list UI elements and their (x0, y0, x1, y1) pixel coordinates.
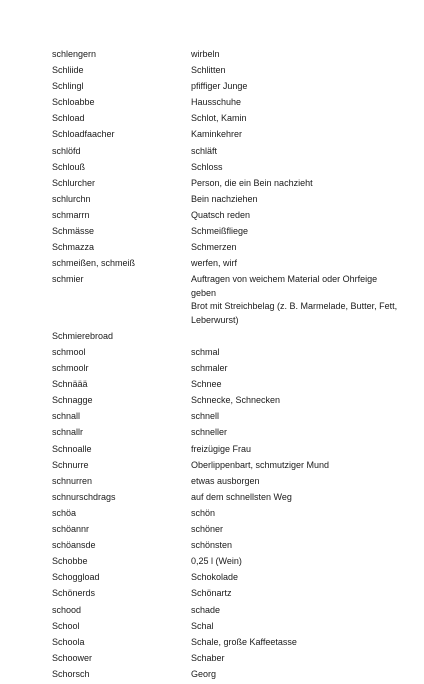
glossary-entry (52, 587, 402, 601)
standard-meaning: Auftragen von weichem Material oder Ohrfeige geben Brot mit Streichbelag (z. B. Marmelade, Butter, Fett, Leberwurst) (191, 274, 398, 325)
glossary-entry (52, 652, 402, 666)
dialect-term: schmier (52, 274, 84, 285)
glossary-entry (52, 362, 402, 376)
glossary-entry (52, 604, 402, 618)
glossary-entry (52, 128, 402, 142)
dialect-term: schmeißen, schmeiß (52, 258, 136, 269)
standard-meaning: Schlitten (191, 65, 226, 76)
standard-meaning: Kaminkehrer (191, 129, 243, 140)
glossary-entry (52, 571, 402, 585)
glossary-entry (52, 257, 402, 271)
standard-meaning: auf dem schnellsten Weg (191, 491, 292, 502)
dialect-term: Schload (52, 113, 85, 124)
dialect-term: Schorsch (52, 668, 90, 679)
standard-meaning: Schloss (191, 161, 223, 172)
standard-meaning: schade (191, 604, 221, 615)
glossary-entry (52, 96, 402, 110)
standard-meaning: Schmeißfliege (191, 226, 249, 237)
standard-meaning (191, 330, 402, 344)
dialect-term: schnurren (52, 475, 93, 486)
dialect-term: Schmierebroad (52, 330, 114, 341)
glossary-entry (52, 475, 402, 489)
dialect-term: schnall (52, 411, 81, 422)
glossary-entry (52, 225, 402, 239)
glossary-entry (52, 555, 402, 569)
standard-meaning: Schokolade (191, 572, 239, 583)
dialect-term: Schlingl (52, 81, 84, 92)
standard-meaning: Schönartz (191, 588, 232, 599)
glossary-entry (52, 620, 402, 634)
standard-meaning: schneller (191, 427, 228, 438)
dialect-term: Schlurcher (52, 177, 96, 188)
standard-meaning: schläft (191, 145, 218, 156)
standard-meaning: pfiffiger Junge (191, 81, 248, 92)
standard-meaning: werfen, wirf (191, 258, 238, 269)
glossary-entry (52, 378, 402, 392)
glossary-entry (52, 112, 402, 126)
dialect-term: schlöfd (52, 145, 81, 156)
dialect-term: Schmazza (52, 242, 95, 253)
standard-meaning: Oberlippenbart, schmutziger Mund (191, 459, 330, 470)
dialect-term: Schmässe (52, 226, 95, 237)
dialect-term: Schoola (52, 636, 85, 647)
glossary-entry (52, 443, 402, 457)
dialect-term: Schloabbe (52, 97, 95, 108)
standard-meaning: wirbeln (191, 49, 220, 59)
glossary-entry (52, 48, 402, 62)
dialect-term: Schloadfaacher (52, 129, 115, 140)
dialect-term: Schlouß (52, 161, 86, 172)
standard-meaning: Schlot, Kamin (191, 113, 247, 124)
glossary-entry (52, 209, 402, 223)
standard-meaning: Schmerzen (191, 242, 237, 253)
standard-meaning: schmaler (191, 363, 228, 374)
dialect-term: Schönerds (52, 588, 96, 599)
glossary-entry (52, 64, 402, 78)
dialect-term: Schobbe (52, 556, 88, 567)
dialect-term: schmarrn (52, 209, 90, 220)
glossary-entry (52, 80, 402, 94)
glossary-list (52, 48, 402, 684)
dialect-term: schöannr (52, 524, 90, 535)
dialect-term: schood (52, 604, 82, 615)
standard-meaning: Schal (191, 620, 214, 631)
standard-meaning: freizügige Frau (191, 443, 252, 454)
standard-meaning: Quatsch reden (191, 209, 251, 220)
glossary-entry (52, 636, 402, 650)
glossary-entry (52, 346, 402, 360)
glossary-entry (52, 491, 402, 505)
standard-meaning: etwas ausborgen (191, 475, 260, 486)
glossary-entry (52, 426, 402, 440)
glossary-entry (52, 330, 402, 344)
dialect-term: schöa (52, 507, 77, 518)
dialect-term: schmoolr (52, 363, 89, 374)
dialect-term: Schoower (52, 652, 93, 663)
glossary-entry (52, 507, 402, 521)
dialect-term: Schnagge (52, 395, 93, 406)
glossary-entry (52, 523, 402, 537)
dialect-term: schöansde (52, 540, 96, 551)
dialect-term: schnallr (52, 427, 84, 438)
dialect-term: Schnurre (52, 459, 89, 470)
dialect-term: schmool (52, 347, 86, 357)
standard-meaning: Schale, große Kaffeetasse (191, 636, 297, 647)
dialect-term: Schnoalle (52, 443, 92, 454)
glossary-entry (52, 193, 402, 207)
glossary-entry (52, 145, 402, 159)
glossary-entry (52, 177, 402, 191)
dialect-term: Schoggload (52, 572, 100, 583)
standard-meaning: Schnecke, Schnecken (191, 395, 281, 406)
standard-meaning: schöner (191, 524, 224, 535)
dialect-term: Schliide (52, 65, 84, 76)
glossary-entry (52, 539, 402, 553)
glossary-entry (52, 241, 402, 255)
standard-meaning: schmal (191, 347, 220, 357)
dialect-term: schnurschdrags (52, 491, 116, 502)
dialect-term: schlurchn (52, 193, 91, 204)
standard-meaning: Schnee (191, 379, 222, 390)
standard-meaning: Bein nachziehen (191, 193, 258, 204)
standard-meaning: schönsten (191, 540, 233, 551)
glossary-entry (52, 459, 402, 473)
glossary-entry (52, 273, 402, 327)
standard-meaning: Hausschuhe (191, 97, 242, 108)
glossary-entry (52, 668, 402, 682)
glossary-entry (52, 394, 402, 408)
dialect-term: Schnäää (52, 379, 88, 390)
glossary-entry (52, 410, 402, 424)
standard-meaning: Georg (191, 668, 217, 679)
dialect-term: schlengern (52, 49, 97, 59)
dialect-term: School (52, 620, 80, 631)
standard-meaning: schön (191, 507, 216, 518)
standard-meaning: Person, die ein Bein nachzieht (191, 177, 313, 188)
standard-meaning: schnell (191, 411, 220, 422)
standard-meaning: Schaber (191, 652, 225, 663)
glossary-entry (52, 161, 402, 175)
standard-meaning: 0,25 l (Wein) (191, 556, 242, 567)
